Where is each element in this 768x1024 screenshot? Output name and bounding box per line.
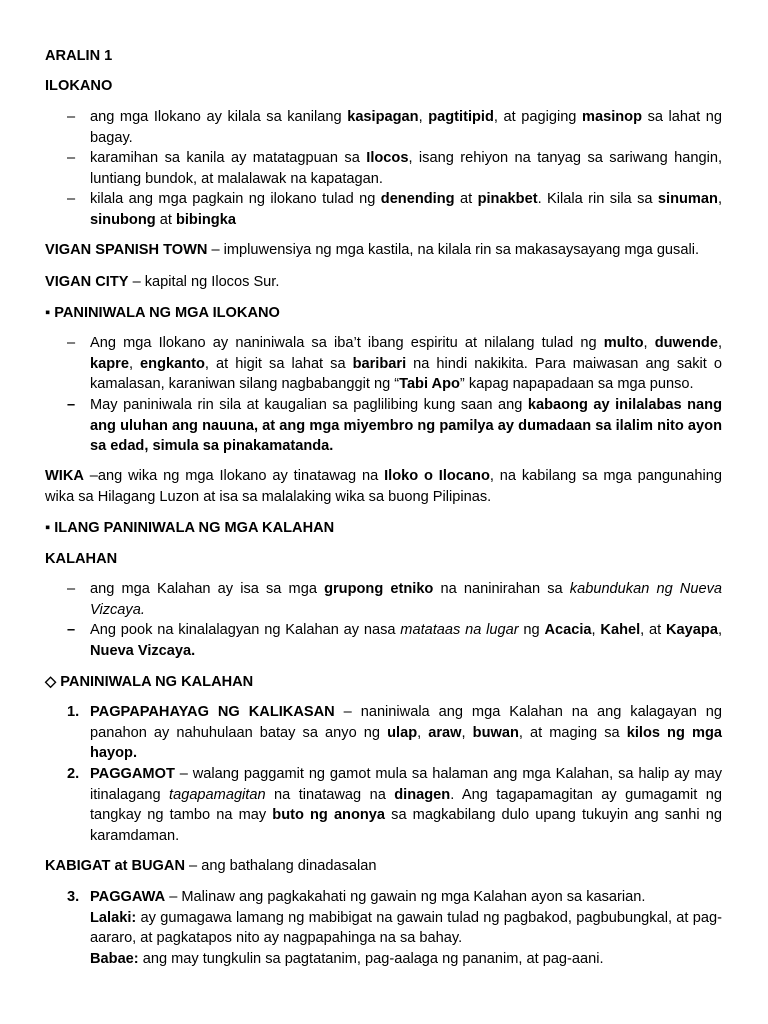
item-number: 2. bbox=[67, 766, 80, 782]
dash-bullet: – bbox=[67, 191, 76, 207]
wika-definition: WIKA –ang wika ng mga Ilokano ay tinatawag na Iloko o Ilocano, na kabilang sa mga pangunahing wika sa Hilagang Luzon at isa sa malalaking wika sa buong Pilipinas. bbox=[45, 468, 722, 505]
dash-bullet: – bbox=[67, 335, 76, 351]
vigan-city-definition: VIGAN CITY – kapital ng Ilocos Sur. bbox=[45, 274, 280, 290]
list-item: – May paniniwala rin sila at kaugalian sa paglilibing kung saan ang kabaong ay inilalabas nang ang uluhan ang nauuna, at ang mga miyembro ng pamilya ay dumadaan sa ilalim nito ayon sa edad, simula sa pinakamatanda. bbox=[67, 397, 722, 454]
ilokano-heading: ILOKANO bbox=[45, 78, 113, 94]
dash-bullet: – bbox=[67, 109, 76, 125]
dash-bullet: – bbox=[67, 622, 76, 638]
list-item: – Ang mga Ilokano ay naniniwala sa iba’t ibang espiritu at nilalang tulad ng multo, duwende, kapre, engkanto, at higit sa lahat sa baribari na hindi nakikita. Para maiwasan ang sakit o kamalasan, karaniwan silang nagbabanggit ng “Tabi Apo” kapag napapadaan sa mga punso. bbox=[67, 335, 722, 392]
kabigat-bugan-definition: KABIGAT at BUGAN – ang bathalang dinadasalan bbox=[45, 858, 377, 874]
numbered-item: 3. PAGGAWA – Malinaw ang pagkakahati ng gawain ng mga Kalahan ayon sa kasarian. Lalaki: ay gumagawa lamang ng mabibigat na gawain tulad ng pagbakod, pagbubungkal, at pag-aararo, at pagkatapos nito ay nagpapahinga na sa bahay. Babae: ang may tungkulin sa pagtatanim, pag-aalaga ng pananim, at pag-aani. bbox=[45, 887, 722, 969]
lalaki-description: Lalaki: ay gumagawa lamang ng mabibigat na gawain tulad ng pagbakod, pagbubungkal, at pag-aararo, at pagkatapos nito ay nagpapahinga na sa bahay. bbox=[90, 909, 722, 946]
list-item: – ang mga Kalahan ay isa sa mga grupong etniko na naninirahan sa kabundukan ng Nueva Vizcaya. bbox=[67, 581, 722, 618]
list-item: – kilala ang mga pagkain ng ilokano tulad ng denending at pinakbet. Kilala rin sila sa sinuman, sinubong at bibingka bbox=[67, 191, 722, 228]
list-item: – ang mga Ilokano ay kilala sa kanilang kasipagan, pagtitipid, at pagiging masinop sa lahat ng bagay. bbox=[67, 109, 722, 146]
paniniwala-kalahan-heading: ◇ PANINIWALA NG KALAHAN bbox=[45, 674, 254, 690]
paniniwala-ilokano-heading: ▪ PANINIWALA NG MGA ILOKANO bbox=[45, 305, 280, 321]
item-number: 1. bbox=[67, 704, 80, 720]
numbered-item: 2. PAGGAMOT – walang paggamit ng gamot mula sa halaman ang mga Kalahan, sa halip ay may itinalagang tagapamagitan na tinatawag na dinagen. Ang tagapamagitan ay gumagamit ng tangkay ng tambo na may buto ng anonya sa magkabilang dulo upang tukuyin ang sanhi ng karamdaman. bbox=[67, 766, 722, 844]
dash-bullet: – bbox=[67, 150, 76, 166]
vigan-town-definition: VIGAN SPANISH TOWN – impluwensiya ng mga kastila, na kilala rin sa makasaysayang mga gusali. bbox=[45, 242, 700, 258]
numbered-item: 1. PAGPAPAHAYAG NG KALIKASAN – naniniwala ang mga Kalahan na ang kalagayan ng panahon ay nahuhulaan batay sa anyo ng ulap, araw, buwan, at maging sa kilos ng mga hayop. bbox=[67, 704, 722, 761]
list-item: – Ang pook na kinalalagyan ng Kalahan ay nasa matataas na lugar ng Acacia, Kahel, at Kayapa, Nueva Vizcaya. bbox=[67, 622, 722, 659]
dash-bullet: – bbox=[67, 397, 76, 413]
item-number: 3. bbox=[67, 889, 80, 905]
kalahan-heading: KALAHAN bbox=[45, 551, 118, 567]
ilang-paniniwala-heading: ▪ ILANG PANINIWALA NG MGA KALAHAN bbox=[45, 520, 335, 536]
dash-bullet: – bbox=[67, 581, 76, 597]
list-item: – karamihan sa kanila ay matatagpuan sa Ilocos, isang rehiyon na tanyag sa sariwang hangin, luntiang bundok, at malalawak na kapatagan. bbox=[67, 150, 722, 187]
babae-description: Babae: ang may tungkulin sa pagtatanim, pag-aalaga ng pananim, at pag-aani. bbox=[90, 950, 604, 967]
lesson-heading: ARALIN 1 bbox=[45, 48, 113, 64]
